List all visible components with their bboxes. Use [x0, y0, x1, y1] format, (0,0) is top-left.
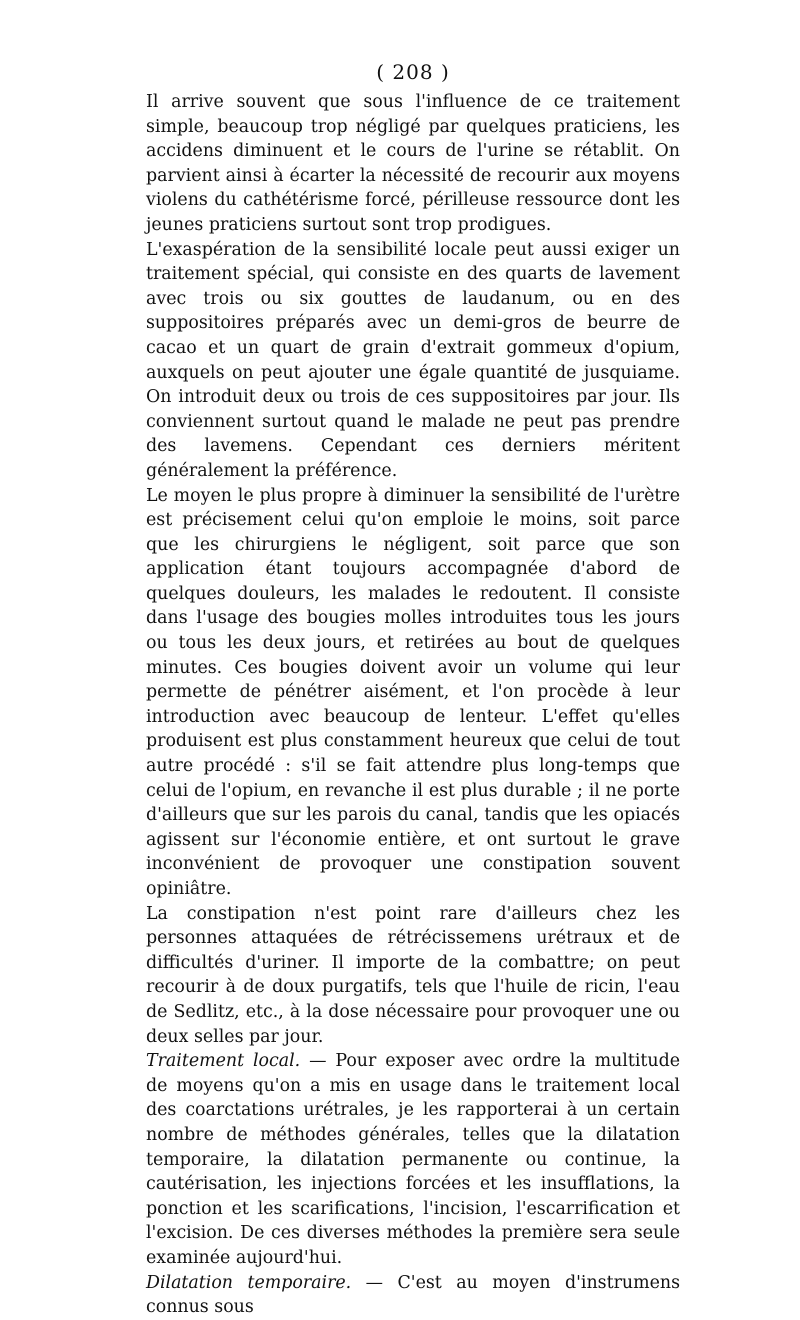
paragraph-text: — C'est au moyen d'instrumens connus sous — [146, 1272, 680, 1318]
section-heading: Dilatation temporaire. — [146, 1272, 352, 1293]
paragraph-with-heading — [146, 1271, 680, 1320]
paragraph: La constipation n'est point rare d'ailleurs chez les personnes attaquées de rétrécissemens urétraux et de difficultés d'uriner. Il importe de la combattre; on peut recourir à de doux purgatifs, tels que l'huile de ricin, l'eau de Sedlitz, etc., à la dose nécessaire pour provoquer une ou deux selles par jour. — [146, 903, 680, 1047]
paragraph-text: — Pour exposer avec ordre la multitude de moyens qu'on a mis en usage dans le traitement local des coarctations urétrales, je les rapporterai à un certain nombre de méthodes générales, telles que la dilatation temporaire, la dilatation permanente ou continue, la cautérisation, les injections forcées et les insufflations, la ponction et les scarifications, l'incision, l'escarrification et l'excision. De ces diverses méthodes la première sera seule examinée aujourd'hui. — [146, 1051, 680, 1268]
paragraph: Le moyen le plus propre à diminuer la sensibilité de l'urètre est précisement celui qu'on emploie le moins, soit parce que les chirurgiens le négligent, soit parce que son application étant toujours accompagnée d'abord de quelques douleurs, les malades le redoutent. Il consiste dans l'usage des bougies molles introduites tous les jours ou tous les deux jours, et retirées au bout de quelques minutes. Ces bougies doivent avoir un volume qui leur permette de pénétrer aisément, et l'on procède à leur introduction avec beaucoup de lenteur. L'effet qu'elles produisent est plus constamment heureux que celui de tout autre procédé : s'il se fait attendre plus long-temps que celui de l'opium, en revanche il est plus durable ; il ne porte d'ailleurs que sur les parois du canal, tandis que les opiacés agissent sur l'économie entière, et ont surtout le grave inconvénient de provoquer une constipation souvent opiniâtre. — [146, 485, 680, 899]
paragraph: Il arrive souvent que sous l'influence de ce traitement simple, beaucoup trop négligé par quelques praticiens, les accidens diminuent et le cours de l'urine se rétablit. On parvient ainsi à écarter la nécessité de recourir aux moyens violens du cathétérisme forcé, périlleuse ressource dont les jeunes praticiens surtout sont trop prodigues. — [146, 92, 680, 235]
paragraph-with-heading — [146, 1049, 680, 1270]
section-heading: Traitement local. — [146, 1051, 301, 1072]
book-page — [146, 58, 680, 1320]
paragraph: L'exaspération de la sensibilité locale peut aussi exiger un traitement spécial, qui consiste en des quarts de lavement avec trois ou six gouttes de laudanum, ou en des suppositoires préparés avec un demi-gros de beurre de cacao et un quart de grain d'extrait gommeux d'opium, auxquels on peut ajouter une égale quantité de jusquiame. On introduit deux ou trois de ces suppositoires par jour. Ils conviennent surtout quand le malade ne peut pas prendre des lavemens. Cependant ces derniers méritent généralement la préférence. — [146, 239, 680, 481]
page-number: ( 208 ) — [376, 60, 450, 84]
